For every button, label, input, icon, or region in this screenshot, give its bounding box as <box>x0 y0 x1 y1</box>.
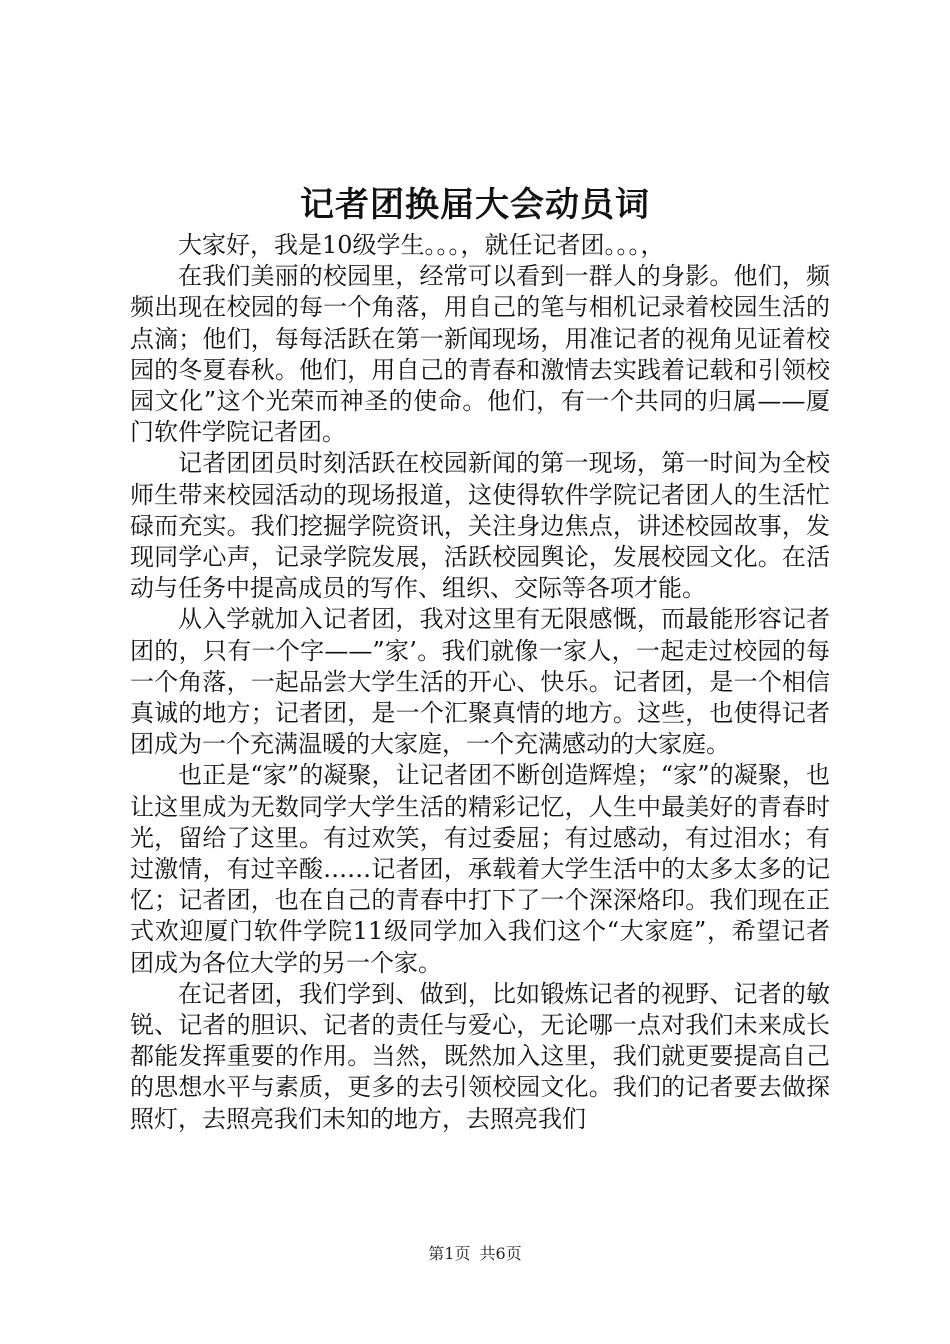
paragraph-family: 从入学就加入记者团，我对这里有无限感慨，而最能形容记者团的，只有一个字——”家’。我们就像一家人，一起走过校园的每一个角落，一起品尝大学生活的开心、快乐。记者团，是一个相信真诚的地方；记者团，是一个汇聚真情的地方。这些，也使得记者团成为一个充满温暖的大家庭，一个充满感动的大家庭。 <box>130 605 830 759</box>
document-body <box>130 230 830 1135</box>
page-number: 第1页 <box>428 1244 471 1263</box>
paragraph-growth: 在记者团，我们学到、做到，比如锻炼记者的视野、记者的敏锐、记者的胆识、记者的责任与爱心，无论哪一点对我们未来成长都能发挥重要的作用。当然，既然加入这里，我们就更要提高自己的思想水平与素质，更多的去引领校园文化。我们的记者要去做探照灯，去照亮我们未知的地方，去照亮我们 <box>130 979 830 1133</box>
paragraph-memories: 也正是“家”的凝聚，让记者团不断创造辉煌；“家”的凝聚，也让这里成为无数同学大学生活的精彩记忆，人生中最美好的青春时光，留给了这里。有过欢笑，有过委屈；有过感动，有过泪水；有过激情，有过辛酸……记者团，承载着大学生活中的太多太多的记忆；记者团，也在自己的青春中打下了一个深深烙印。我们现在正式欢迎厦门软件学院11级同学加入我们这个“大家庭”，希望记者团成为各位大学的另一个家。 <box>130 761 830 977</box>
document-title: 记者团换届大会动员词 <box>300 185 650 225</box>
paragraph-intro: 在我们美丽的校园里，经常可以看到一群人的身影。他们，频频出现在校园的每一个角落，用自己的笔与相机记录着校园生活的点滴；他们，每每活跃在第一新闻现场，用准记者的视角见证着校园的冬夏春秋。他们，用自己的青春和激情去实践着记载和引领校园文化”这个光荣而神圣的使命。他们，有一个共同的归属——厦门软件学院记者团。 <box>130 262 830 447</box>
paragraph-greeting: 大家好，我是10级学生。。。，就任记者团。。。， <box>178 231 665 259</box>
page-footer <box>0 1243 950 1265</box>
page-total: 共6页 <box>479 1244 522 1263</box>
paragraph-activities: 记者团团员时刻活跃在校园新闻的第一现场，第一时间为全校师生带来校园活动的现场报道，这使得软件学院记者团人的生活忙碌而充实。我们挖掘学院资讯，关注身边焦点，讲述校园故事，发现同学心声，记录学院发展，活跃校园舆论，发展校园文化。在活动与任务中提高成员的写作、组织、交际等各项才能。 <box>130 449 830 603</box>
